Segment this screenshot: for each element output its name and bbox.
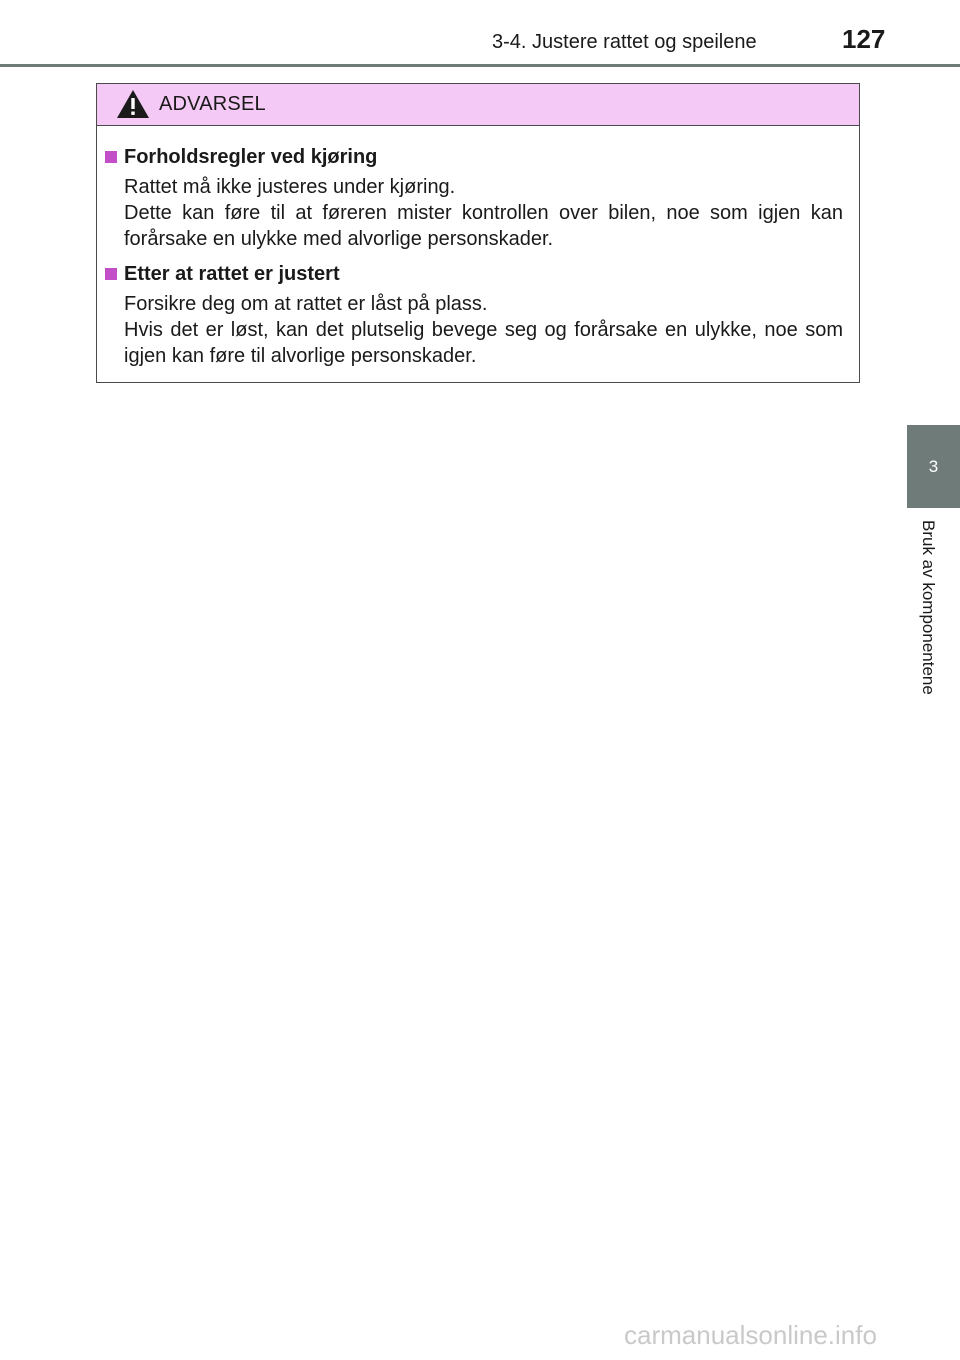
- warning-box: [96, 83, 860, 383]
- square-bullet-icon: [105, 268, 117, 280]
- page-number: 127: [842, 24, 886, 54]
- chapter-number: 3: [928, 456, 939, 476]
- warning-section-after-adjust: [105, 261, 843, 369]
- section-text: [124, 291, 843, 369]
- header-section-title: 3-4. Justere rattet og speilene: [492, 31, 757, 53]
- section-text: [124, 174, 843, 252]
- section-heading: [105, 144, 843, 170]
- warning-triangle-icon: [116, 89, 150, 119]
- paragraph: Hvis det er løst, kan det plutselig bevege seg og forårsake en ulykke, noe som igjen kan føre til alvorlige personskader.: [124, 319, 843, 367]
- paragraph: Forsikre deg om at rattet er låst på plass.: [124, 293, 488, 315]
- section-heading-text: Forholdsregler ved kjøring: [124, 146, 378, 168]
- paragraph: Dette kan føre til at føreren mister kontrollen over bilen, noe som igjen kan forårsake en ulykke med alvorlige personskader.: [124, 202, 843, 250]
- chapter-label: Bruk av komponentene: [919, 520, 938, 695]
- square-bullet-icon: [105, 151, 117, 163]
- paragraph: Rattet må ikke justeres under kjøring.: [124, 176, 456, 198]
- warning-section-driving: [105, 144, 843, 252]
- header-rule: [0, 64, 960, 67]
- section-heading: [105, 261, 843, 287]
- warning-body: [97, 126, 859, 369]
- watermark: carmanualsonline.info: [624, 1320, 877, 1350]
- section-heading-text: Etter at rattet er justert: [124, 263, 340, 285]
- chapter-tab: [907, 425, 960, 508]
- chapter-label-container: [913, 520, 943, 740]
- warning-header: [97, 84, 859, 126]
- warning-title: ADVARSEL: [159, 93, 266, 115]
